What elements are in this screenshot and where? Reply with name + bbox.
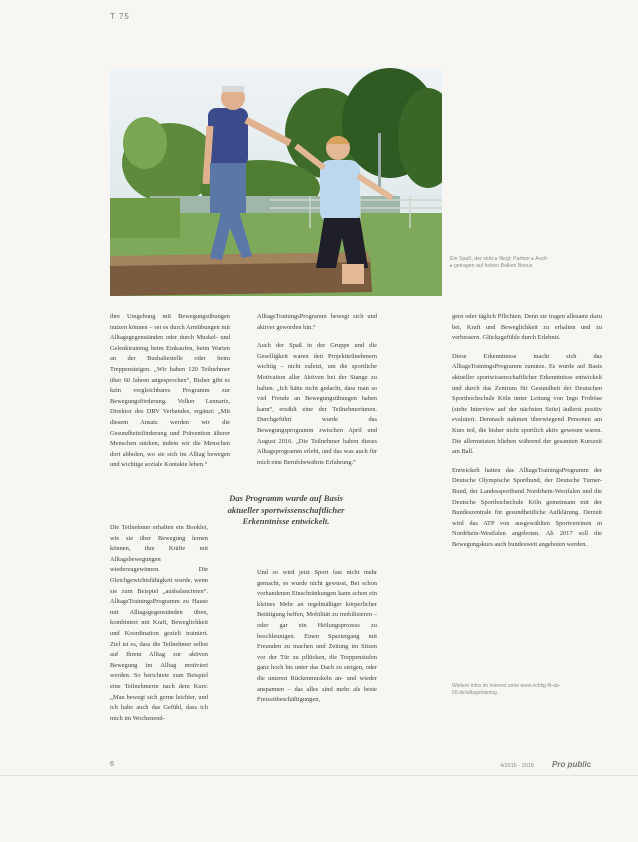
pull-quote: Das Programm wurde auf Basis aktueller sportwissenschaftlicher Erkenntnisse entwickelt. [227, 493, 345, 527]
paragraph: Diese Erkenntnisse macht sich das AlltagsTrainingsProgramm zunutze. Es wurde auf Basis aktueller sportwissenschaftlicher Erkenntnisse entwickelt und durch das Zentrum für Gesundheit der Deutschen Sporthochschule Köln unter Leitung von Ingo Froböse (siehe Interview auf der nächsten Seite) äußerst positiv evaluiert. Demnach nahmen überwiegend Personen am Kurs teil, die bisher nicht sportlich aktiv gewesen waren. Die allermeisten blieben während der gesamten Kurszeit am Ball. [452, 352, 602, 456]
column-1 [110, 312, 230, 479]
paragraph: Die Teilnehmer erhalten ein Booklet, wie sie über Bewegung lernen können, ihre Kräfte mit Alltagsbewegungen wiederzugewinnen. Die Gleichgewichtsfähigkeit wurde, wenn sie zum Beispiel „ausbalancieren“. AlltagsTrainingsProgramm zu Hause mit Alltagsgegenständen üben, kombiniert mit Kraft, Beweglichkeit und Koordination gezielt trainiert. Ziel ist es, dass die Teilnehmer selbst auf Ihrem Alltag zur aktiven Bewegung im Alltag motiviert werden. So berichtete zum Beispiel eine Teilnehmerin nach dem Kurs: „Man bewegt sich gerne leichter, und ich habe auch das Gefühl, dass ich mich im Wochenend- [110, 524, 208, 722]
footer-divider [0, 775, 638, 776]
article-photo [110, 68, 442, 296]
magazine-logo: Pro public [552, 760, 592, 769]
photo-caption: Ein Spaß, der stolz ▸ fliegt: Partner ▸ Auch ▸ getragen auf hohen Balken Bonus [450, 256, 548, 270]
page-header: T 75 [110, 12, 130, 21]
paragraph: Auch der Spaß in der Gruppe und die Geselligkeit waren den Projektteilnehmern wichtig – nicht zuletzt, um die sportliche Motivation aller Aktiven bei der Stange zu halten. „Ich hätte nicht gedacht, dass man so viel Freude an Bewegungsübungen haben kann“, erzählt eine der Teilnehmerinnen. Durchgeführt wurde das Bewegungsprogramm zwischen April und August 2016. „Die Teilnehmer haben dieses Alltagsprogramm erlebt, und das was auch für mich eine Berufsbewährte Erfahrung.“ [257, 342, 377, 466]
paragraph: gern oder täglich Pflichten. Denn sie tragen allesamt dazu bei, Kraft und Beweglichkeit zu erhalten und zu verbessern. Glücksgefühle durch Erlebnis. [452, 313, 602, 342]
info-note: Weitere Infos im Internet unter www.richtig-fit-ab-50.de/alltagstraining [452, 683, 561, 697]
issue-label: 4/2016 · 2016 [500, 763, 534, 769]
paragraph: AlltagsTrainingsProgramm bewegt sich und aktiver geworden bin.“ [257, 313, 377, 331]
column-2-lower [257, 568, 377, 714]
paragraph: ihre Umgebung mit Bewegungsübungen nutzen können – sei es durch Armübungen mit Alltagsgegenständen oder durch Muskel- und Gelenktraining beim Einkaufen, beim Warten an der Bushaltestelle oder beim Treppensteigen. „Wir haben 120 Teilnehmer über 60 Jahren angesprochen“, Bisher gibt es kein vergleichbares Programm zur Bewegungsförderung. Volker Lennartz, Direktor des DRV Verbandes, ergänzt: „Mit diesem Ansatz werden wir die Gesundheitsförderung und Prävention älterer Menschen stärken, indem wir die Menschen dort abholen, wo sie sich im Alltag bewegen und wichtige soziale Kontakte leben.“ [110, 313, 230, 469]
page-number: 6 [110, 761, 114, 768]
column-3 [452, 312, 602, 558]
paragraph: Und so wird jetzt Sport fast nicht mehr gemacht, es wurde nicht gewusst, Bei schon vorhandenen Einschränkungen kann schon ein kleines Mehr an regelmäßiger körperlicher Betätigung helfen, Mobilität zu mobilisieren – oder gar ein Heilungsprozess zu beschleunigen. Einen Spaziergang mit Freunden zu machen und Zeitung im Sitzen vor der Tür zu pflücken, die Treppenstufen ganz hoch bis unter das Dach zu steigen, oder die unteren Rückenmuskeln an- und wieder anspannen – das alles sind mehr als beste Freizeitbeschäftigungen, [257, 569, 377, 704]
column-1-lower [110, 523, 208, 732]
photo-illustration [110, 68, 442, 296]
paragraph: Entwickelt hatten das AlltagsTrainingsProgramm der Deutsche Olympische Sportbund, der Deutsche Turner-Bund, der Landessportbund Nordrhein-Westfalen und die Deutsche Sporthochschule Köln gemeinsam mit der Bundeszentrale für gesundheitliche Aufklärung. Derzeit wird das ATP von ausgewählten Sportvereinen in Nordrhein-Westfalen angeboten. Ab 2017 soll die Bewegungskurs auch bundesweit angeboten werden. [452, 466, 602, 548]
column-2 [257, 312, 377, 476]
